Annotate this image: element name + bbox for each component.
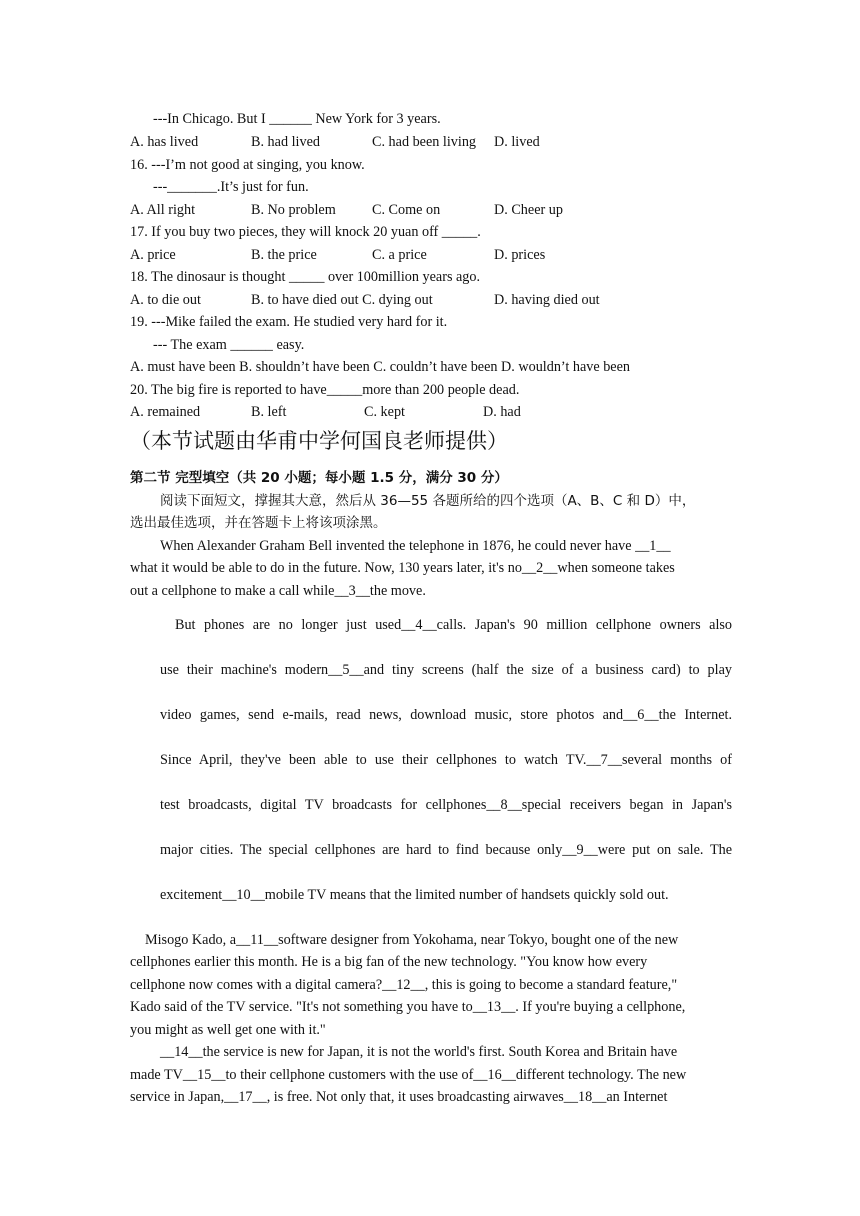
q18-option-b-c: B. to have died out C. dying out xyxy=(251,292,433,308)
passage-p2-line-3: video games, send e-mails, read news, download music, store photos and__6__the Internet. xyxy=(160,707,732,723)
q17-options xyxy=(130,246,730,264)
q20-stem: 20. The big fire is reported to have_____more than 200 people dead. xyxy=(130,382,520,398)
q20-option-c: C. kept xyxy=(364,404,405,420)
q19-reply: --- The exam ______ easy. xyxy=(153,337,305,353)
q16-option-d: D. Cheer up xyxy=(494,202,563,218)
instructions-line-2: 选出最佳选项，并在答题卡上将该项涂黑。 xyxy=(130,515,387,531)
passage-p2-line-4: Since April, they've been able to use their cellphones to watch TV.__7__several months of xyxy=(160,752,732,768)
q17-option-a: A. price xyxy=(130,247,176,263)
q15-option-a: A. has lived xyxy=(130,134,199,150)
q17-stem: 17. If you buy two pieces, they will knock 20 yuan off _____. xyxy=(130,224,481,240)
q20-option-d: D. had xyxy=(483,404,521,420)
passage-p4-line-1: __14__the service is new for Japan, it is not the world's first. South Korea and Britain have xyxy=(160,1044,678,1060)
q17-option-d: D. prices xyxy=(494,247,546,263)
passage-p3-line-5: you might as well get one with it." xyxy=(130,1022,326,1038)
q16-stem: 16. ---I’m not good at singing, you know. xyxy=(130,157,365,173)
q19-stem: 19. ---Mike failed the exam. He studied very hard for it. xyxy=(130,314,448,330)
passage-p3-line-3: cellphone now comes with a digital camera?__12__, this is going to become a standard feature," xyxy=(130,977,678,993)
passage-p2-line-5: test broadcasts, digital TV broadcasts for cellphones__8__special receivers began in Japan's xyxy=(160,797,732,813)
passage-p4-line-3: service in Japan,__17__, is free. Not only that, it uses broadcasting airwaves__18__an Internet xyxy=(130,1089,668,1105)
q16-option-b: B. No problem xyxy=(251,202,336,218)
passage-p2-line-6: major cities. The special cellphones are hard to find because only__9__were put on sale. The xyxy=(160,842,732,858)
passage-p3-line-1: Misogo Kado, a__11__software designer from Yokohama, near Tokyo, bought one of the new xyxy=(145,932,679,948)
q16-option-c: C. Come on xyxy=(372,202,441,218)
q20-option-b: B. left xyxy=(251,404,287,420)
section-title: 第二节 完型填空（共 20 小题；每小题 1.5 分，满分 30 分） xyxy=(130,470,508,486)
q18-stem: 18. The dinosaur is thought _____ over 100million years ago. xyxy=(130,269,481,285)
instructions-line-1: 阅读下面短文，撑握其大意，然后从 36—55 各题所给的四个选项（A、B、C 和 D）中， xyxy=(160,493,696,509)
q15-option-c: C. had been living xyxy=(372,134,477,150)
section-credit: （本节试题由华甫中学何国良老师提供） xyxy=(130,429,508,453)
q17-option-c: C. a price xyxy=(372,247,427,263)
passage-p2-line-1: But phones are no longer just used__4__calls. Japan's 90 million cellphone owners also xyxy=(175,617,732,633)
q16-reply: ---_______.It’s just for fun. xyxy=(153,179,309,195)
q15-option-b: B. had lived xyxy=(251,134,320,150)
q15-options xyxy=(130,133,730,151)
q20-options xyxy=(130,403,730,421)
q19-options: A. must have been B. shouldn’t have been C. couldn’t have been D. wouldn’t have been xyxy=(130,359,630,375)
passage-p2-line-2: use their machine's modern__5__and tiny screens (half the size of a business card) to play xyxy=(160,662,732,678)
passage-p3-line-4: Kado said of the TV service. "It's not something you have to__13__. If you're buying a cellphone, xyxy=(130,999,686,1015)
passage-p3-line-2: cellphones earlier this month. He is a big fan of the new technology. "You know how every xyxy=(130,954,648,970)
q16-option-a: A. All right xyxy=(130,202,196,218)
q17-option-b: B. the price xyxy=(251,247,317,263)
q15-reply: ---In Chicago. But I ______ New York for 3 years. xyxy=(153,111,441,127)
q15-option-d: D. lived xyxy=(494,134,540,150)
q18-options xyxy=(130,291,730,309)
q20-option-a: A. remained xyxy=(130,404,201,420)
passage-p1-line-3: out a cellphone to make a call while__3__the move. xyxy=(130,583,426,599)
q18-option-a: A. to die out xyxy=(130,292,201,308)
passage-p4-line-2: made TV__15__to their cellphone customers with the use of__16__different technology. The new xyxy=(130,1067,687,1083)
passage-p2-line-7: excitement__10__mobile TV means that the limited number of handsets quickly sold out. xyxy=(160,887,669,903)
q18-option-d: D. having died out xyxy=(494,292,600,308)
q16-options xyxy=(130,201,730,219)
passage-p1-line-1: When Alexander Graham Bell invented the telephone in 1876, he could never have __1__ xyxy=(160,538,671,554)
passage-p1-line-2: what it would be able to do in the future. Now, 130 years later, it's no__2__when someone takes xyxy=(130,560,675,576)
